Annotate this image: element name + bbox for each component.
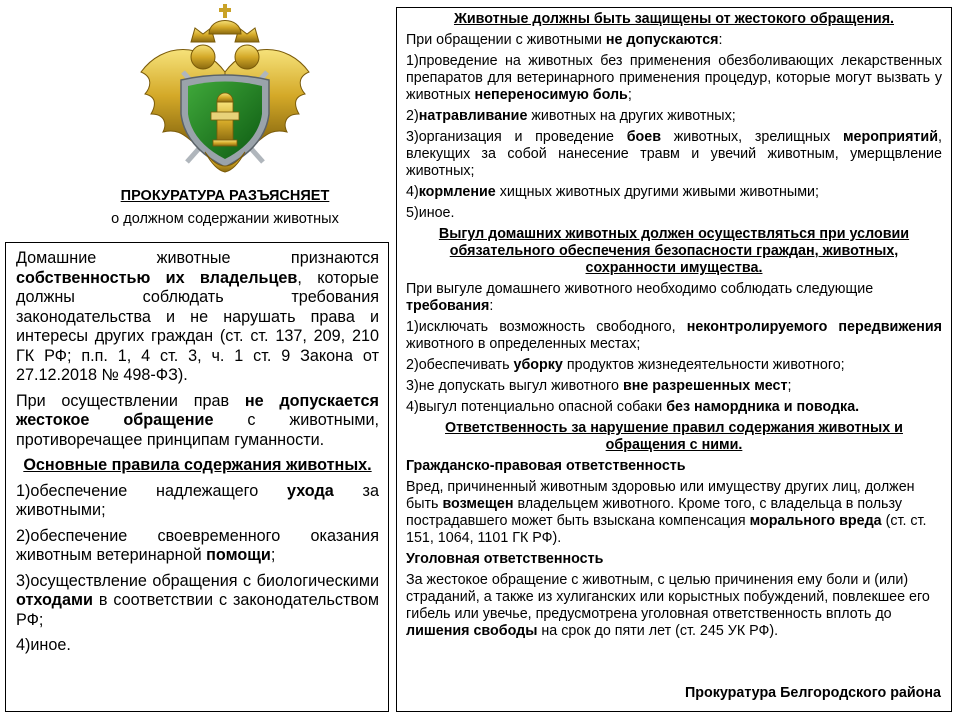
emphasis: не допускаются [605, 32, 719, 48]
emphasis: боев [626, 129, 661, 145]
rule-item [16, 527, 379, 566]
emphasis: требования [406, 298, 490, 314]
text: 1)проведение на животных без применения обезболивающих лекарственных препаратов для ветеринарного применения процедур, которые могут вызвать у животных [406, 53, 942, 103]
emphasis: не допускается жестокое обращение [16, 391, 379, 429]
emphasis: без намордника и поводка. [666, 399, 860, 415]
text: Вред, причиненный животным здоровью или имуществу других лиц, должен быть [406, 479, 915, 512]
emphasis: неконтролируемого передвижения [686, 319, 942, 335]
criminal-liability-heading: Уголовная ответственность [406, 551, 604, 567]
text: За жестокое обращение с животным, с целью причинения ему боли и (или) страданий, а также из хулиганских или корыстных побуждений, повлекшее его гибель или увечье, предусмотрена уголовная ответственность вплоть до [406, 572, 930, 622]
signature: Прокуратура Белгородского района [684, 685, 941, 701]
text: 2)обеспечение своевременного оказания животным ветеринарной [16, 526, 379, 564]
rules-heading: Основные правила содержания животных. [23, 456, 372, 474]
text: животных на других животных; [527, 108, 736, 124]
prohibited-item [406, 205, 942, 222]
civil-liability-heading: Гражданско-правовая ответственность [406, 458, 686, 474]
text: 1)исключать возможность свободного, [406, 319, 687, 335]
text: При осуществлении прав [16, 391, 245, 410]
emphasis: лишения свободы [406, 623, 538, 639]
walk-rule [406, 378, 942, 395]
text: , влекущих за собой нанесение травм и увечий животным, умерщвление животных; [406, 129, 942, 179]
cruelty-paragraph [16, 392, 379, 451]
walk-rule [406, 319, 942, 353]
text: Домашние животные признаются [16, 249, 379, 267]
text: ; [787, 378, 792, 394]
text: на срок до пяти лет (ст. 245 УК РФ). [537, 623, 779, 639]
text: в соответствии с законодательством РФ; [16, 591, 379, 629]
walk-intro [406, 281, 942, 315]
emphasis: непереносимую боль [474, 87, 628, 103]
text: ; [627, 87, 632, 103]
text: При выгуле домашнего животного необходимо соблюдать следующие [406, 281, 874, 297]
text: 3)не допускать выгул животного [406, 378, 623, 394]
text: с животными, противоречащее принципам гуманности. [16, 411, 379, 449]
emphasis: мероприятий [842, 129, 939, 145]
text: 3)осуществление обращения с биологическими [16, 571, 379, 590]
emphasis: натравливание [418, 108, 528, 124]
text: : [489, 298, 494, 314]
walk-rule [406, 399, 942, 416]
text: , которые должны соблюдать требования законодательства и не нарушать права и интересы других граждан (ст. ст. 137, 209, 210 ГК РФ; п.п. 1, 4 ст. 3, ч. 1 ст. 9 Закона от 27.12.2018 № 498-ФЗ). [16, 268, 380, 384]
page-title: ПРОКУРАТУРА РАЗЪЯСНЯЕТ [120, 188, 330, 204]
text: 2)обеспечивать [406, 357, 514, 373]
prohibited-item [406, 108, 942, 125]
emphasis: ухода [287, 481, 334, 500]
emphasis: вне разрешенных мест [622, 378, 788, 394]
text: ; [270, 546, 276, 564]
walk-heading: Выгул домашних животных должен осуществляться при условии обязательного обеспечения безопасности граждан, животных, сохранности имущества. [438, 226, 910, 276]
emphasis: собственностью их владельцев [16, 268, 298, 287]
text: При обращении с животными [406, 32, 606, 48]
prohibited-item [406, 53, 942, 104]
text: 2) [406, 108, 419, 124]
text: 4)выгул потенциально опасной собаки [406, 399, 667, 415]
emphasis: уборку [513, 357, 563, 373]
text: 3)организация и проведение [406, 129, 627, 145]
text: животного в определенных местах; [406, 336, 641, 352]
emphasis: морального вреда [749, 513, 882, 529]
ownership-rules-panel [5, 242, 389, 712]
text: 4)иное. [16, 636, 71, 654]
prohibited-item [406, 184, 942, 201]
criminal-liability-text [406, 572, 942, 640]
ownership-paragraph [16, 249, 379, 386]
emphasis: отходами [16, 591, 93, 609]
protection-panel [396, 7, 952, 712]
prohibited-item [406, 129, 942, 180]
text: животных, зрелищных [661, 129, 843, 145]
text: владельцем животного. Кроме того, с владельца в пользу пострадавшего может быть взыскана компенсация [406, 496, 903, 529]
emphasis: возмещен [442, 496, 514, 512]
text: за животными; [16, 481, 379, 519]
text: 4) [406, 184, 419, 200]
prosecutor-emblem-icon [133, 2, 317, 180]
civil-liability-text [406, 479, 942, 547]
rule-item [16, 636, 379, 656]
text: хищных животных другими живыми животными; [495, 184, 819, 200]
text: продуктов жизнедеятельности животного; [562, 357, 845, 373]
text: 1)обеспечение надлежащего [16, 481, 287, 500]
emphasis: кормление [418, 184, 496, 200]
protection-heading: Животные должны быть защищены от жестокого обращения. [453, 11, 895, 27]
page-subtitle: о должном содержании животных [111, 211, 339, 227]
liability-heading: Ответственность за нарушение правил содержания животных и обращения с ними. [445, 420, 903, 453]
rule-item [16, 482, 379, 521]
text: : [718, 32, 723, 48]
rule-item [16, 572, 379, 631]
text: 5)иное. [406, 205, 455, 221]
emphasis: помощи [206, 546, 271, 564]
text: (ст. ст. 151, 1064, 1101 ГК РФ). [406, 513, 927, 546]
prohibited-intro [406, 32, 942, 49]
walk-rule [406, 357, 942, 374]
